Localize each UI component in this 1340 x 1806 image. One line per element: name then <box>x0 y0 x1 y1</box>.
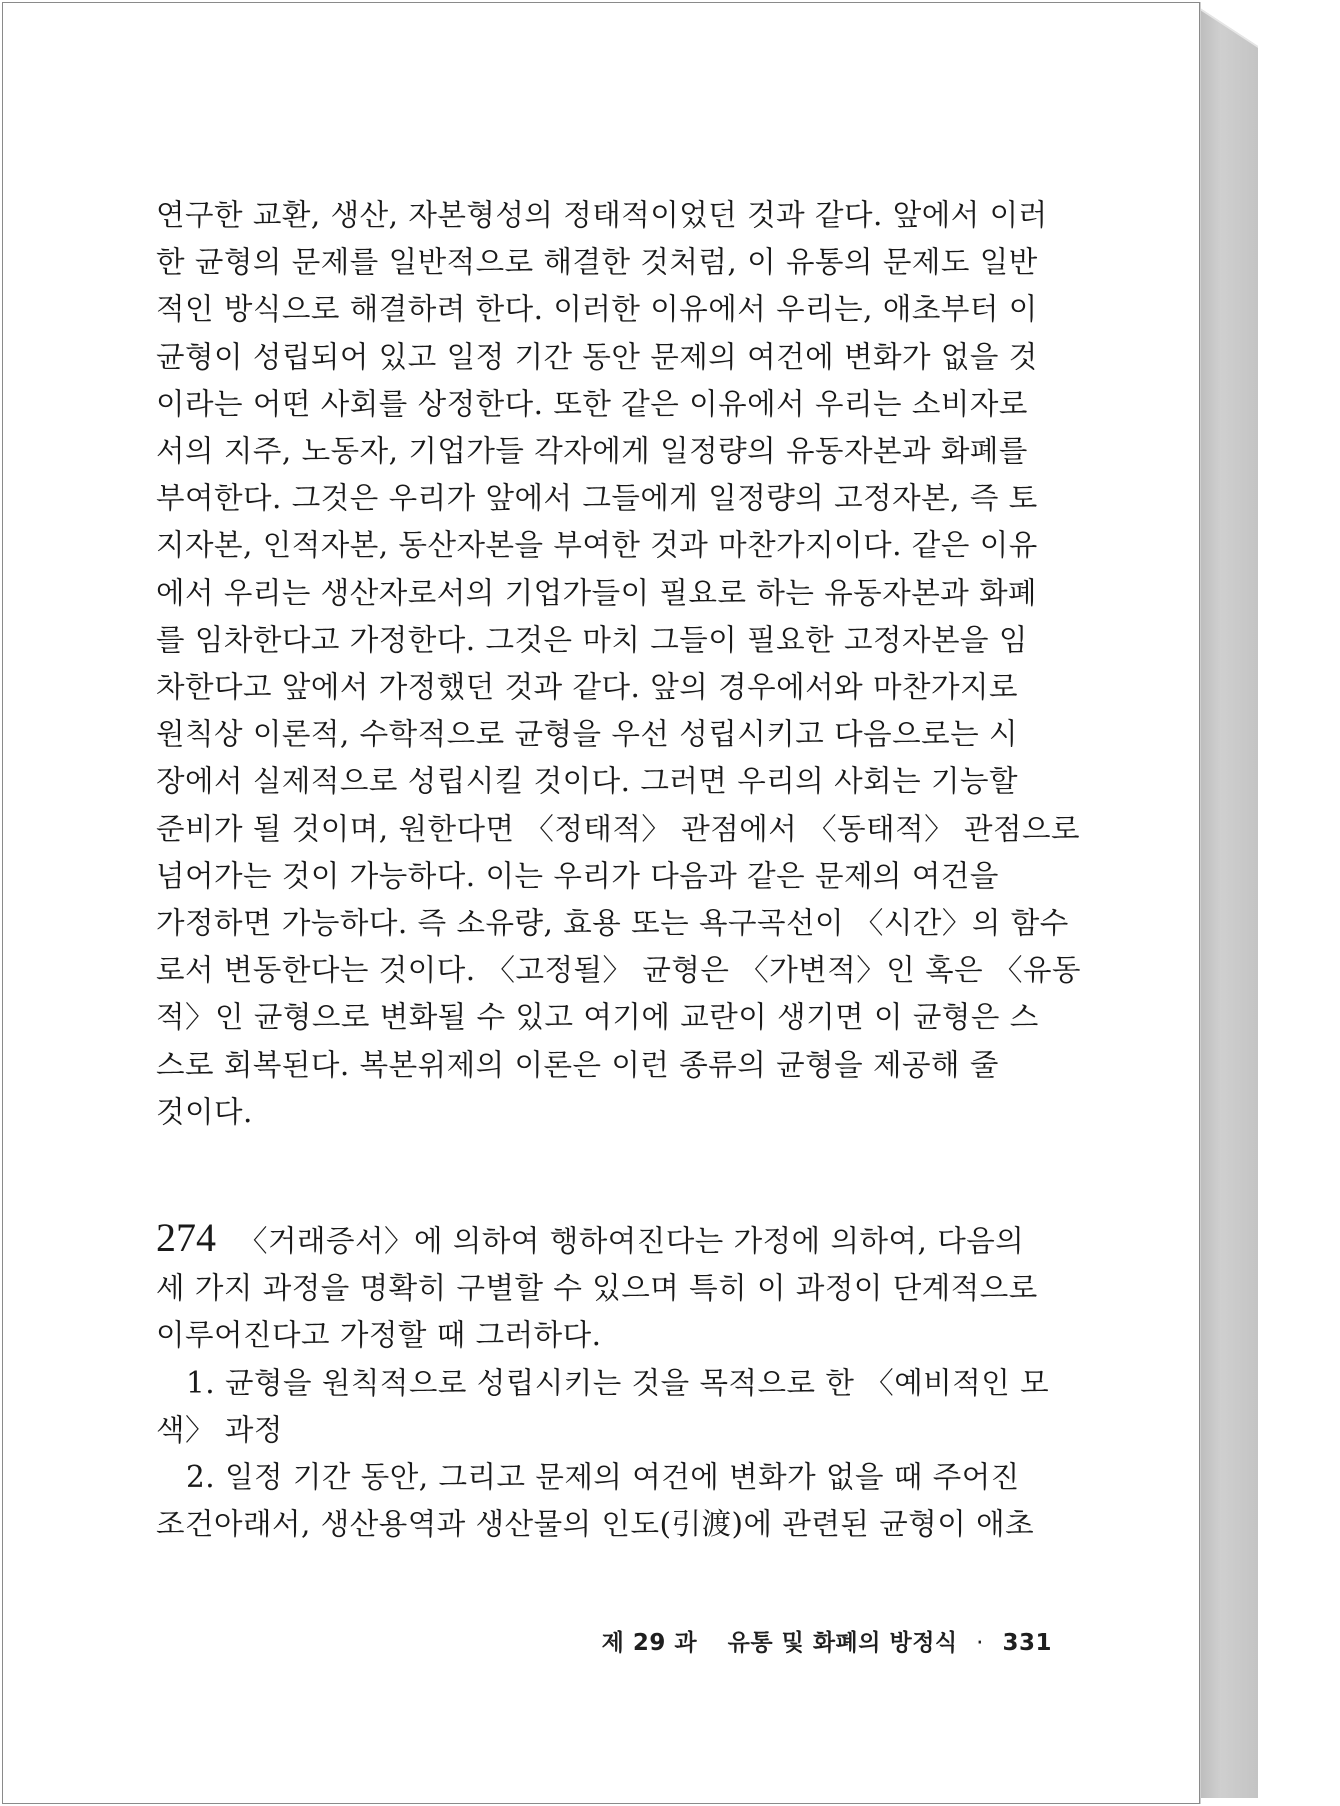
text-line: 가정하면 가능하다. 즉 소유량, 효용 또는 욕구곡선이 〈시간〉의 함수 <box>156 906 1069 941</box>
section-274-paragraph <box>156 1214 1052 1548</box>
text-line: 것이다. <box>156 1094 253 1129</box>
text-line: 이라는 어떤 사회를 상정한다. 또한 같은 이유에서 우리는 소비자로 <box>156 386 1028 421</box>
list-item-1-line: 색〉 과정 <box>156 1412 283 1447</box>
text-line: 에서 우리는 생산자로서의 기업가들이 필요로 하는 유동자본과 화폐 <box>156 575 1038 610</box>
chapter-label: 제 29 과 <box>601 1630 698 1656</box>
text-line: 적인 방식으로 해결하려 한다. 이러한 이유에서 우리는, 애초부터 이 <box>156 292 1038 327</box>
section-number: 274 <box>156 1215 216 1260</box>
text-line: 부여한다. 그것은 우리가 앞에서 그들에게 일정량의 고정자본, 즉 토 <box>156 481 1038 516</box>
page-number: 331 <box>1002 1630 1052 1656</box>
section-first-line <box>156 1214 1052 1265</box>
text-line: 로서 변동한다는 것이다. 〈고정될〉 균형은 〈가변적〉인 혹은 〈유동 <box>156 953 1081 988</box>
text-line: 지자본, 인적자본, 동산자본을 부여한 것과 마찬가지이다. 같은 이유 <box>156 528 1038 563</box>
text-line: 연구한 교환, 생산, 자본형성의 정태적이었던 것과 같다. 앞에서 이러 <box>156 198 1048 232</box>
text-line: 스로 회복된다. 복본위제의 이론은 이런 종류의 균형을 제공해 줄 <box>156 1047 999 1082</box>
list-item-1-line: 1. 균형을 원칙적으로 성립시키는 것을 목적으로 한 〈예비적인 모 <box>186 1365 1050 1400</box>
text-line: 적〉인 균형으로 변화될 수 있고 여기에 교란이 생기면 이 균형은 스 <box>156 1000 1039 1035</box>
book-spine <box>1200 8 1258 1798</box>
text-line: 를 임차한다고 가정한다. 그것은 마치 그들이 필요한 고정자본을 임 <box>156 622 1028 657</box>
text-line: 원칙상 이론적, 수학적으로 균형을 우선 성립시키고 다음으로는 시 <box>156 717 1018 752</box>
text-line: 〈거래증서〉에 의하여 행하여진다는 가정에 의하여, 다음의 <box>238 1224 1025 1258</box>
list-item-2-line: 조건아래서, 생산용역과 생산물의 인도(引渡)에 관련된 균형이 애초 <box>156 1507 1035 1542</box>
text-line: 세 가지 과정을 명확히 구별할 수 있으며 특히 이 과정이 단계적으로 <box>156 1271 1038 1306</box>
text-line: 균형이 성립되어 있고 일정 기간 동안 문제의 여건에 변화가 없을 것 <box>156 339 1038 374</box>
chapter-title: 유통 및 화폐의 방정식 <box>727 1630 958 1656</box>
text-line: 준비가 될 것이며, 원한다면 〈정태적〉 관점에서 〈동태적〉 관점으로 <box>156 811 1080 846</box>
footer-separator: · <box>976 1630 984 1656</box>
text-line: 장에서 실제적으로 성립시킬 것이다. 그러면 우리의 사회는 기능할 <box>156 764 1018 799</box>
text-line: 한 균형의 문제를 일반적으로 해결한 것처럼, 이 유통의 문제도 일반 <box>156 245 1038 280</box>
list-item-2-line: 2. 일정 기간 동안, 그리고 문제의 여건에 변화가 없을 때 주어진 <box>186 1460 1020 1495</box>
running-footer <box>580 1624 1052 1657</box>
text-line: 이루어진다고 가정할 때 그러하다. <box>156 1318 602 1353</box>
text-line: 서의 지주, 노동자, 기업가들 각자에게 일정량의 유동자본과 화폐를 <box>156 434 1028 469</box>
text-line: 넘어가는 것이 가능하다. 이는 우리가 다음과 같은 문제의 여건을 <box>156 858 999 893</box>
text-line: 차한다고 앞에서 가정했던 것과 같다. 앞의 경우에서와 마찬가지로 <box>156 670 1018 705</box>
body-paragraph <box>156 192 1081 1136</box>
